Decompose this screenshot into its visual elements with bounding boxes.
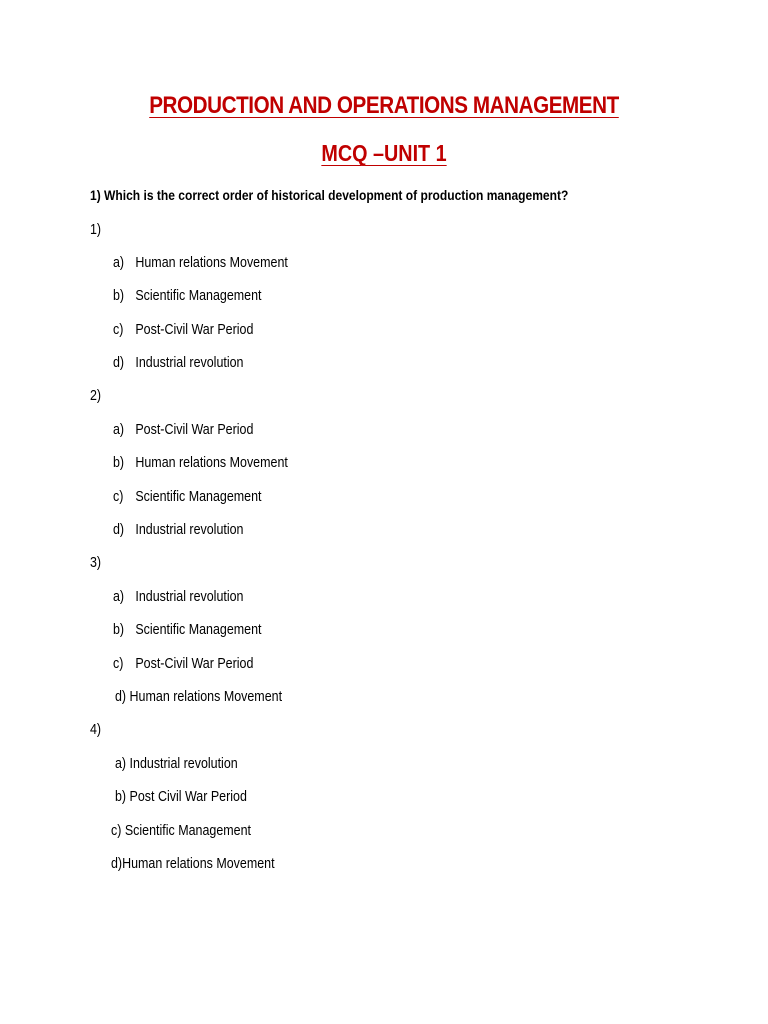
list-item-text: Post-Civil War Period xyxy=(135,422,254,438)
list-item: b) Post Civil War Period xyxy=(115,789,247,805)
option-label: 2) xyxy=(90,388,102,404)
list-item: d)Human relations Movement xyxy=(111,856,275,872)
list-item-letter: c) xyxy=(113,322,124,338)
list-item-text: Post-Civil War Period xyxy=(135,656,254,672)
list-item: d) Human relations Movement xyxy=(115,689,283,705)
list-item-letter: b) xyxy=(113,455,125,471)
list-item-letter: c) xyxy=(113,489,124,505)
list-item-text: Scientific Management xyxy=(135,288,262,304)
list-item xyxy=(113,455,288,471)
list-item-letter: a) xyxy=(113,422,125,438)
list-item: c) Scientific Management xyxy=(111,823,252,839)
list-item xyxy=(113,622,262,638)
list-item xyxy=(113,322,253,338)
list-item xyxy=(113,355,244,371)
option-label: 1) xyxy=(90,222,102,238)
list-item-text: Post-Civil War Period xyxy=(135,322,254,338)
list-item xyxy=(113,589,244,605)
list-item-text: Industrial revolution xyxy=(135,589,244,605)
list-item xyxy=(113,255,288,271)
option-label: 4) xyxy=(90,722,102,738)
question-text: 1) Which is the correct order of historical development of production management? xyxy=(90,187,569,203)
list-item xyxy=(113,522,244,538)
list-item-text: Scientific Management xyxy=(135,622,262,638)
list-item xyxy=(113,422,253,438)
list-item: a) Industrial revolution xyxy=(115,756,238,772)
document-subtitle: MCQ –UNIT 1 xyxy=(321,140,447,166)
list-item xyxy=(113,656,253,672)
list-item-letter: d) xyxy=(113,355,125,371)
list-item-text: Industrial revolution xyxy=(135,522,244,538)
list-item-letter: c) xyxy=(113,656,124,672)
list-item xyxy=(113,489,262,505)
list-item-letter: a) xyxy=(113,589,125,605)
list-item-letter: b) xyxy=(113,622,125,638)
list-item-text: Scientific Management xyxy=(135,489,262,505)
list-item-text: Human relations Movement xyxy=(135,255,288,271)
list-item-text: Human relations Movement xyxy=(135,455,288,471)
list-item-letter: a) xyxy=(113,255,125,271)
list-item-letter: d) xyxy=(113,522,125,538)
list-item-text: Industrial revolution xyxy=(135,355,244,371)
option-label: 3) xyxy=(90,555,102,571)
document-title: PRODUCTION AND OPERATIONS MANAGEMENT xyxy=(149,92,619,119)
list-item xyxy=(113,288,262,304)
list-item-letter: b) xyxy=(113,288,125,304)
